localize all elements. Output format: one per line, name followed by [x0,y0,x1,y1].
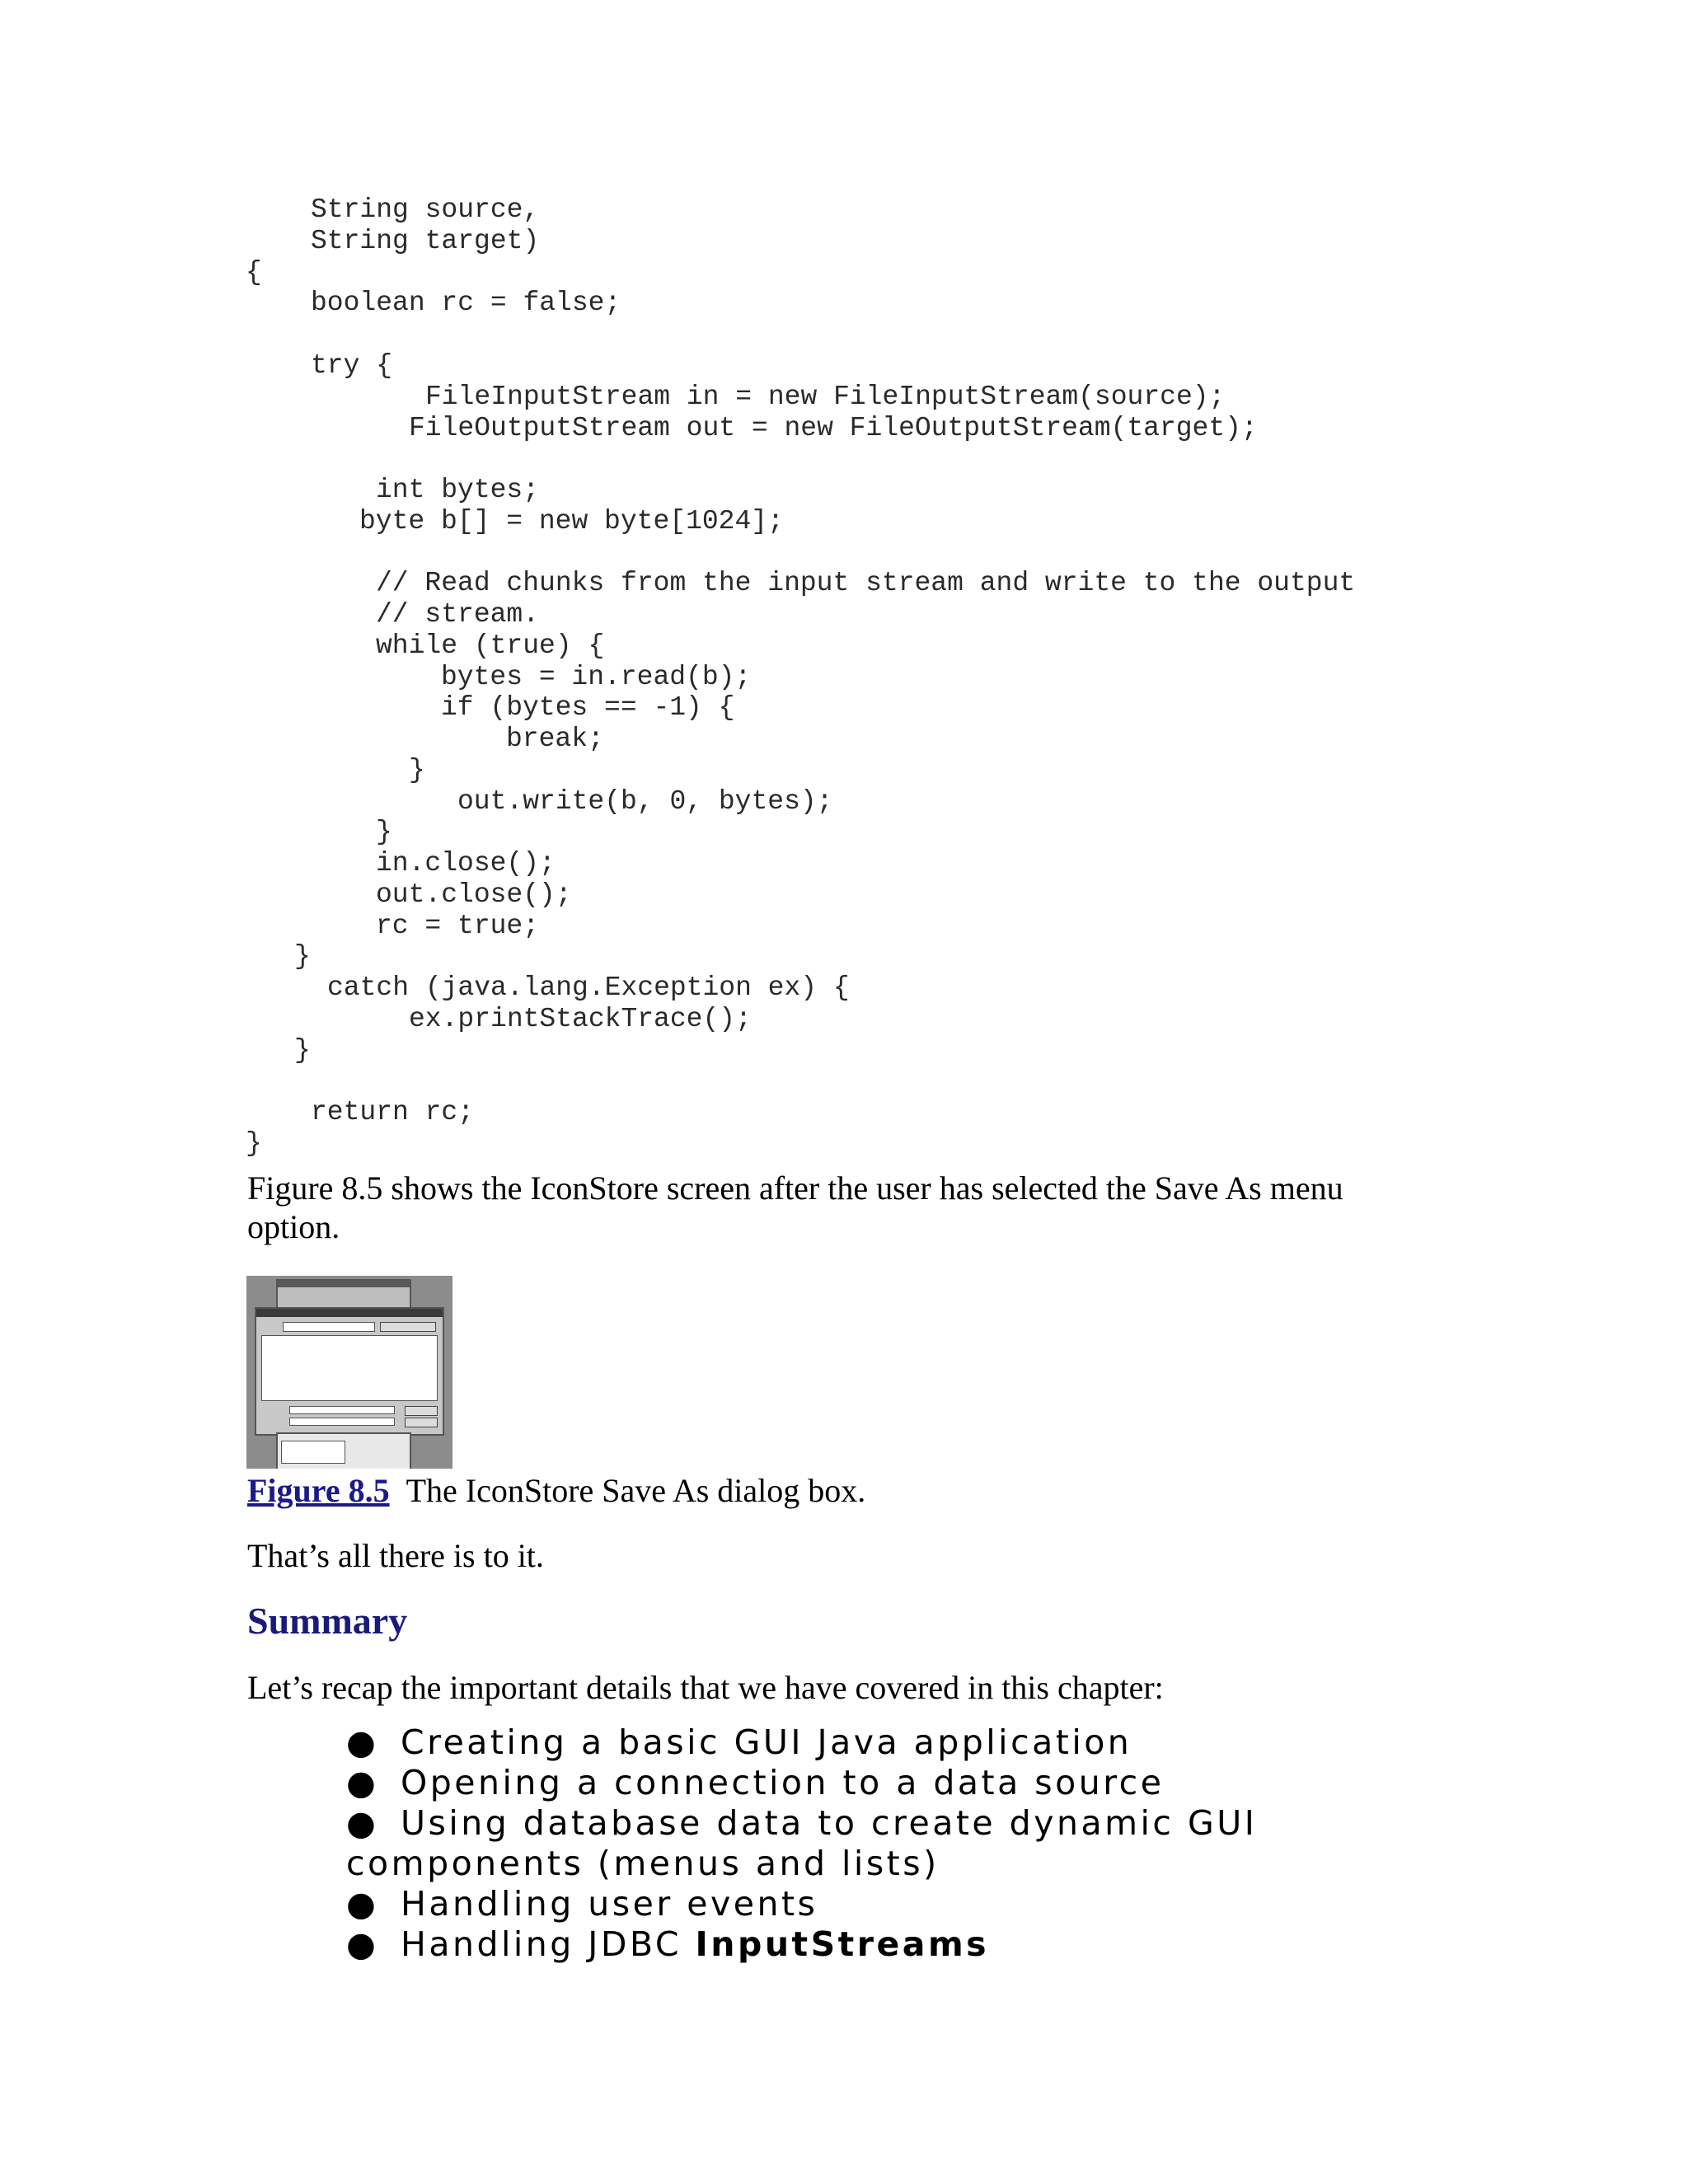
lower-window [276,1432,411,1469]
bullet-icon: ● [346,1763,379,1802]
list-item: ● Using database data to create dynamic GUI components (menus and lists) [346,1803,1258,1883]
code-line: boolean rc = false; [311,288,621,318]
code-line: FileOutputStream out = new FileOutputStream(target); [409,413,1258,443]
code-line: { [246,257,262,288]
code-line: break; [506,724,604,754]
code-line: } [246,1128,262,1159]
save-as-dialog-screenshot [246,1276,452,1469]
bullet-icon: ● [346,1884,379,1924]
summary-heading: Summary [247,1600,408,1642]
list-item: ● Handling user events [346,1884,818,1924]
figure-caption-text: The IconStore Save As dialog box. [406,1472,866,1509]
cancel-button [405,1418,438,1427]
code-line: } [294,941,311,972]
save-button [405,1406,438,1416]
dialog-window [255,1307,444,1436]
code-line: String target) [311,226,540,256]
code-line: try { [311,350,393,381]
bullet-icon: ● [346,1803,379,1843]
toolbar-buttons [380,1322,436,1332]
code-line: while (true) { [376,630,605,661]
summary-list [346,1722,1418,1965]
code-line: bytes = in.read(b); [441,662,752,692]
figure-caption [247,1471,865,1510]
code-line: rc = true; [376,911,540,941]
code-line: } [376,817,392,847]
folder-dropdown [283,1322,375,1332]
emphasis-text: InputStreams [695,1924,990,1964]
save-as-type-field [289,1418,395,1426]
file-list [261,1335,438,1401]
intro-paragraph: Figure 8.5 shows the IconStore screen after the user has selected the Save As menu option. [247,1169,1343,1245]
filename-field [289,1406,395,1414]
summary-intro: Let’s recap the important details that we have covered in this chapter: [247,1669,1164,1706]
code-line: // Read chunks from the input stream and write to the output [376,568,1356,598]
code-line: FileInputStream in = new FileInputStream(source); [425,382,1226,412]
code-line: if (bytes == -1) { [441,692,735,723]
list-item: ● Handling JDBC InputStreams [346,1924,990,1964]
code-line: int bytes; [376,475,540,505]
code-line: } [409,755,425,785]
code-line: } [294,1035,311,1066]
bullet-icon: ● [346,1924,379,1964]
code-line: ex.printStackTrace(); [409,1004,752,1034]
code-line: out.write(b, 0, bytes); [457,786,833,817]
code-line: // stream. [376,599,540,630]
list-item: ● Creating a basic GUI Java application [346,1722,1132,1762]
figure-link[interactable]: Figure 8.5 [247,1472,390,1509]
code-line: return rc; [311,1097,475,1127]
bullet-icon: ● [346,1722,379,1762]
code-line: in.close(); [376,848,556,879]
code-line: String source, [311,194,540,225]
dialog-titlebar [256,1309,443,1317]
code-line: catch (java.lang.Exception ex) { [327,972,850,1003]
closing-sentence: That’s all there is to it. [247,1537,544,1574]
code-line: byte b[] = new byte[1024]; [359,506,784,537]
code-line: out.close(); [376,879,572,910]
list-item: ● Opening a connection to a data source [346,1763,1165,1802]
